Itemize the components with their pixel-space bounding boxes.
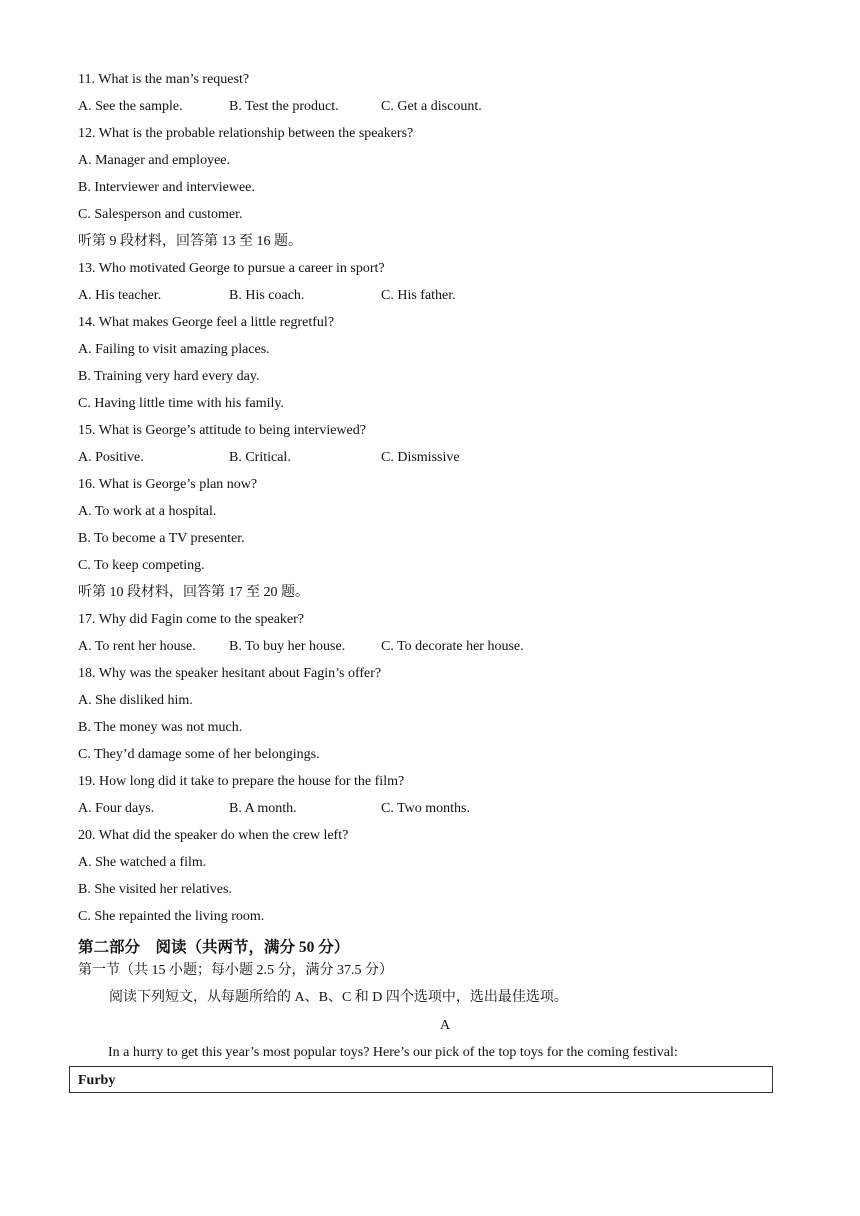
question-16: 16. What is George’s plan now? — [78, 477, 258, 492]
option-19-c: C. Two months. — [381, 801, 470, 816]
option-12-b: B. Interviewer and interviewee. — [78, 180, 255, 195]
option-16-b: B. To become a TV presenter. — [78, 531, 245, 546]
option-18-a: A. She disliked him. — [78, 693, 193, 708]
option-12-a: A. Manager and employee. — [78, 153, 230, 168]
part-2-heading: 第二部分 阅读（共两节，满分 50 分） — [78, 939, 350, 956]
option-17-b: B. To buy her house. — [229, 639, 346, 654]
option-11-c: C. Get a discount. — [381, 99, 482, 114]
question-19: 19. How long did it take to prepare the house for the film? — [78, 774, 405, 789]
option-16-a: A. To work at a hospital. — [78, 504, 217, 519]
option-13-c: C. His father. — [381, 288, 456, 303]
reading-instructions: 阅读下列短文，从每题所给的 A、B、C 和 D 四个选项中，选出最佳选项。 — [109, 990, 568, 1005]
option-19-b: B. A month. — [229, 801, 297, 816]
option-18-b: B. The money was not much. — [78, 720, 243, 735]
option-17-a: A. To rent her house. — [78, 639, 196, 654]
option-14-c: C. Having little time with his family. — [78, 396, 284, 411]
option-17-c: C. To decorate her house. — [381, 639, 524, 654]
question-13: 13. Who motivated George to pursue a career in sport? — [78, 261, 385, 276]
option-11-a: A. See the sample. — [78, 99, 183, 114]
passage-9-instruction: 听第 9 段材料，回答第 13 至 16 题。 — [78, 234, 302, 249]
option-18-c: C. They’d damage some of her belongings. — [78, 747, 320, 762]
question-12: 12. What is the probable relationship between the speakers? — [78, 126, 414, 141]
passage-10-instruction: 听第 10 段材料，回答第 17 至 20 题。 — [78, 585, 309, 600]
option-13-a: A. His teacher. — [78, 288, 162, 303]
question-11: 11. What is the man’s request? — [78, 72, 250, 87]
option-15-c: C. Dismissive — [381, 450, 460, 465]
question-14: 14. What makes George feel a little regretful? — [78, 315, 335, 330]
toy-table — [69, 1066, 773, 1093]
passage-intro: In a hurry to get this year’s most popular toys? Here’s our pick of the top toys for the coming festival: — [108, 1045, 678, 1060]
option-13-b: B. His coach. — [229, 288, 305, 303]
option-15-b: B. Critical. — [229, 450, 291, 465]
passage-label: A — [440, 1018, 451, 1033]
option-20-c: C. She repainted the living room. — [78, 909, 265, 924]
toy-table-title: Furby — [78, 1073, 116, 1088]
option-20-a: A. She watched a film. — [78, 855, 207, 870]
option-19-a: A. Four days. — [78, 801, 155, 816]
option-20-b: B. She visited her relatives. — [78, 882, 232, 897]
option-15-a: A. Positive. — [78, 450, 144, 465]
option-11-b: B. Test the product. — [229, 99, 339, 114]
option-14-b: B. Training very hard every day. — [78, 369, 260, 384]
option-16-c: C. To keep competing. — [78, 558, 205, 573]
section-1-heading: 第一节（共 15 小题；每小题 2.5 分，满分 37.5 分） — [78, 963, 393, 978]
question-17: 17. Why did Fagin come to the speaker? — [78, 612, 305, 627]
question-20: 20. What did the speaker do when the crew left? — [78, 828, 349, 843]
option-12-c: C. Salesperson and customer. — [78, 207, 243, 222]
question-18: 18. Why was the speaker hesitant about Fagin’s offer? — [78, 666, 382, 681]
question-15: 15. What is George’s attitude to being interviewed? — [78, 423, 366, 438]
option-14-a: A. Failing to visit amazing places. — [78, 342, 270, 357]
